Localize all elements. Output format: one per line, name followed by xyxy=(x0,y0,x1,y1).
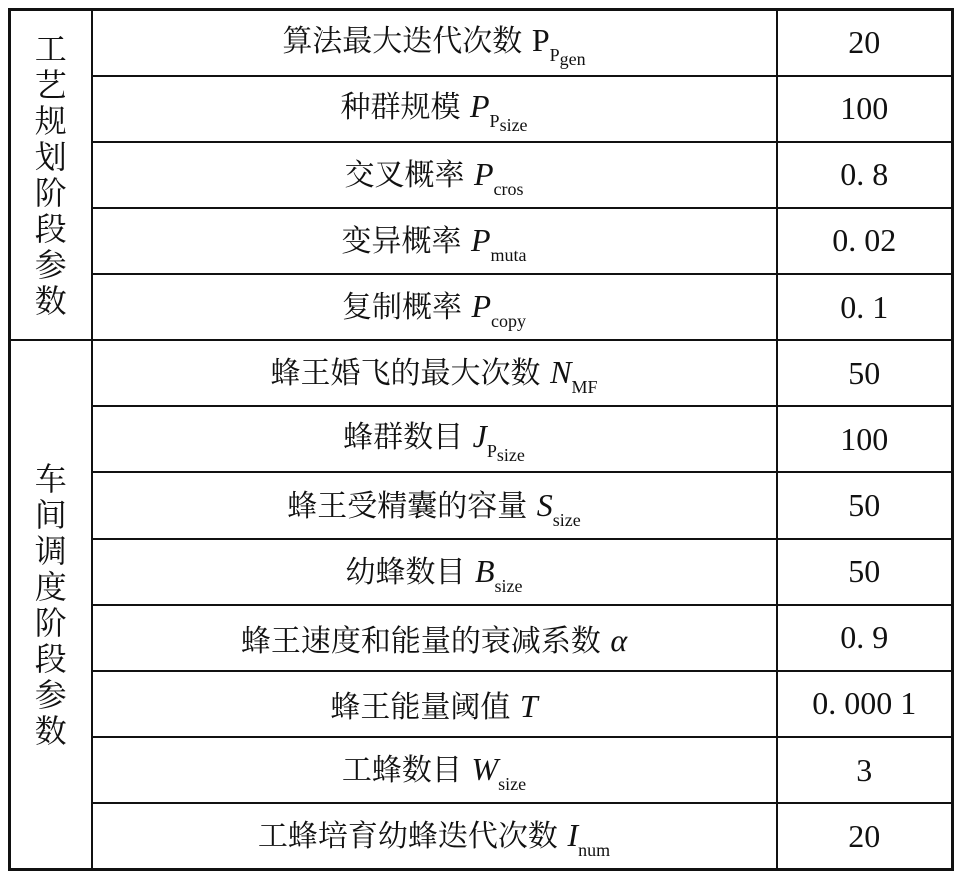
parameter-name: 变异概率 xyxy=(341,223,462,259)
parameter-symbol: J xyxy=(472,418,487,455)
parameter-name-cell xyxy=(92,472,777,538)
table-row xyxy=(10,539,953,605)
group-label-char: 调 xyxy=(34,531,67,570)
group-label-char: 数 xyxy=(34,282,67,321)
parameter-name: 交叉概率 xyxy=(344,157,465,193)
table-row xyxy=(10,472,953,538)
parameter-subscript: size xyxy=(552,509,581,530)
table-row xyxy=(10,340,953,406)
parameter-symbol: α xyxy=(610,621,628,658)
parameter-value: 100 xyxy=(777,406,953,472)
group-label-char: 划 xyxy=(34,138,67,177)
parameter-symbol: W xyxy=(471,751,499,788)
parameter-value: 3 xyxy=(777,737,953,803)
parameter-table xyxy=(8,8,954,871)
parameter-symbol: P xyxy=(471,221,491,258)
group-label xyxy=(10,10,92,341)
table-row xyxy=(10,142,953,208)
group-label-char: 车 xyxy=(34,459,67,498)
parameter-subscript: P xyxy=(549,44,560,65)
parameter-value: 100 xyxy=(777,76,953,142)
parameter-subscript: MF xyxy=(571,377,598,398)
parameter-name-cell xyxy=(92,803,777,869)
parameter-value: 20 xyxy=(777,803,953,869)
parameter-value: 50 xyxy=(777,472,953,538)
group-label-char: 段 xyxy=(34,210,67,249)
parameter-subscript: size xyxy=(494,575,523,596)
parameter-name-cell xyxy=(92,737,777,803)
table-row xyxy=(10,671,953,737)
parameter-name: 工蜂数目 xyxy=(341,753,462,789)
parameter-symbol: P xyxy=(474,155,494,192)
table-row xyxy=(10,76,953,142)
parameter-subscript: P xyxy=(489,110,500,131)
parameter-value: 0. 000 1 xyxy=(777,671,953,737)
parameter-value: 50 xyxy=(777,340,953,406)
parameter-name: 算法最大迭代次数 xyxy=(282,23,523,59)
parameter-subscript: cros xyxy=(493,178,524,199)
parameter-symbol: P xyxy=(470,87,490,124)
table-row xyxy=(10,605,953,671)
parameter-name: 蜂群数目 xyxy=(343,420,464,456)
parameter-name-cell xyxy=(92,274,777,340)
parameter-name: 复制概率 xyxy=(341,290,462,326)
parameter-subscript: size xyxy=(498,774,527,795)
parameter-symbol: I xyxy=(567,817,579,854)
group-label-char: 参 xyxy=(34,246,67,285)
table-row xyxy=(10,803,953,869)
group-label-char: 阶 xyxy=(34,174,67,213)
parameter-subscript: muta xyxy=(490,244,527,265)
group-label-char: 阶 xyxy=(34,603,67,642)
parameter-name-cell xyxy=(92,340,777,406)
parameter-name: 工蜂培育幼蜂迭代次数 xyxy=(257,819,558,855)
parameter-name-cell xyxy=(92,605,777,671)
group-label-char: 段 xyxy=(34,639,67,678)
parameter-value: 0. 9 xyxy=(777,605,953,671)
group-label-char: 间 xyxy=(34,495,67,534)
parameter-name-cell xyxy=(92,142,777,208)
table-row xyxy=(10,10,953,76)
parameter-symbol: S xyxy=(536,486,553,523)
table-row xyxy=(10,274,953,340)
parameter-subscript-2: size xyxy=(496,445,525,466)
parameter-name-cell xyxy=(92,208,777,274)
parameter-name: 蜂王婚飞的最大次数 xyxy=(270,356,541,392)
group-label-char: 参 xyxy=(34,675,67,714)
parameter-symbol: N xyxy=(550,354,572,391)
parameter-name: 蜂王速度和能量的衰减系数 xyxy=(240,623,601,659)
parameter-name-cell xyxy=(92,76,777,142)
parameter-name: 蜂王能量阈值 xyxy=(330,689,511,725)
parameter-subscript-2: size xyxy=(499,114,528,135)
parameter-subscript-2: gen xyxy=(559,48,586,69)
table-row xyxy=(10,737,953,803)
parameter-subscript: num xyxy=(578,840,611,861)
parameter-symbol: P xyxy=(531,21,550,58)
group-label-char: 规 xyxy=(34,102,67,141)
table-row xyxy=(10,406,953,472)
parameter-name-cell xyxy=(92,10,777,76)
group-label-char: 工 xyxy=(34,30,67,69)
parameter-name: 幼蜂数目 xyxy=(345,554,466,590)
parameter-value: 0. 02 xyxy=(777,208,953,274)
parameter-subscript: P xyxy=(486,441,497,462)
parameter-name-cell xyxy=(92,671,777,737)
parameter-value: 50 xyxy=(777,539,953,605)
parameter-subscript: copy xyxy=(491,311,527,332)
parameter-value: 20 xyxy=(777,10,953,76)
parameter-symbol: T xyxy=(519,687,538,724)
parameter-value: 0. 8 xyxy=(777,142,953,208)
parameter-name-cell xyxy=(92,539,777,605)
parameter-name: 蜂王受精囊的容量 xyxy=(287,488,528,524)
parameter-symbol: P xyxy=(471,288,492,325)
parameter-value: 0. 1 xyxy=(777,274,953,340)
table-row xyxy=(10,208,953,274)
parameter-symbol: B xyxy=(475,552,495,589)
parameter-name-cell xyxy=(92,406,777,472)
group-label-char: 艺 xyxy=(34,66,67,105)
group-label-char: 数 xyxy=(34,711,67,750)
group-label-char: 度 xyxy=(34,567,67,606)
parameter-name: 种群规模 xyxy=(340,89,461,125)
group-label xyxy=(10,340,92,869)
